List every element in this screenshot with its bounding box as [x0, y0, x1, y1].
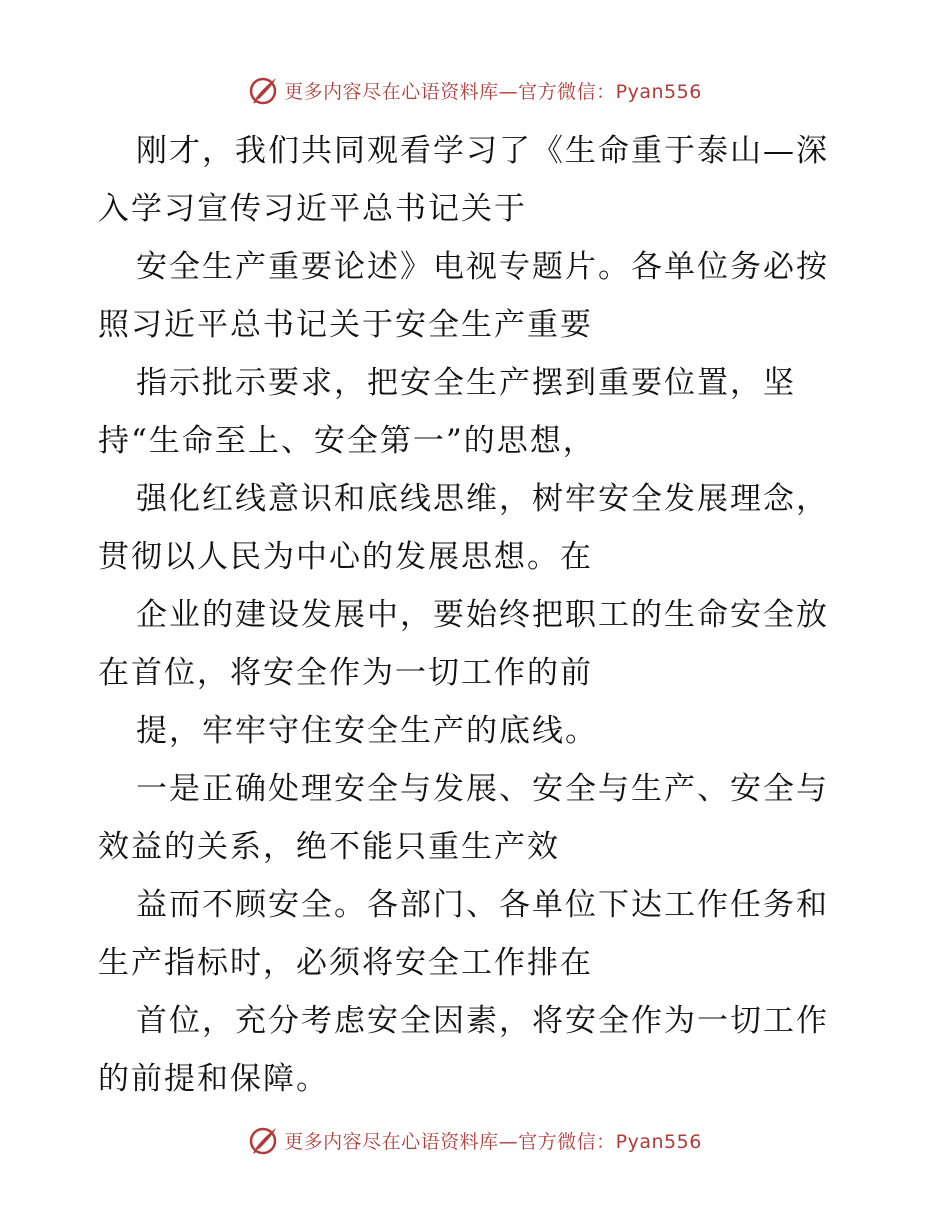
paragraph-2 [98, 238, 858, 354]
paragraph-1 [98, 122, 858, 238]
paragraph-7 [98, 760, 858, 876]
quill-pen-logo-icon [248, 74, 280, 106]
paragraph-line: 的前提和保障。 [98, 1061, 329, 1097]
paragraph-line: 一是正确处理安全与发展、安全与生产、安全与 [136, 771, 829, 807]
paragraph-line: 持“生命至上、安全第一”的思想， [98, 423, 596, 459]
paragraph-line: 在首位，将安全作为一切工作的前 [98, 655, 593, 691]
paragraph-line: 提，牢牢守住安全生产的底线。 [136, 713, 598, 749]
footer-banner [0, 1120, 950, 1160]
paragraph-line: 安全生产重要论述》电视专题片。各单位务必按 [136, 249, 829, 285]
paragraph-line: 贯彻以人民为中心的发展思想。在 [98, 539, 593, 575]
paragraph-line: 企业的建设发展中，要始终把职工的生命安全放 [136, 597, 829, 633]
paragraph-line: 刚才，我们共同观看学习了《生命重于泰山—深 [136, 133, 829, 169]
document-body [98, 122, 858, 1108]
paragraph-line: 强化红线意识和底线思维，树牢安全发展理念， [136, 481, 829, 517]
paragraph-4 [98, 470, 858, 586]
paragraph-3 [98, 354, 858, 470]
paragraph-line: 指示批示要求，把安全生产摆到重要位置，坚 [136, 365, 796, 401]
paragraph-9 [98, 992, 858, 1108]
paragraph-line: 生产指标时，必须将安全工作排在 [98, 945, 593, 981]
paragraph-line: 益而不顾安全。各部门、各单位下达工作任务和 [136, 887, 829, 923]
paragraph-line: 入学习宣传习近平总书记关于 [98, 191, 527, 227]
header-banner-text: 更多内容尽在心语资料库—官方微信：Pyan556 [284, 80, 702, 103]
quill-pen-logo-icon [248, 1124, 280, 1156]
paragraph-6 [98, 702, 858, 760]
header-banner [0, 70, 950, 110]
paragraph-8 [98, 876, 858, 992]
footer-banner-text: 更多内容尽在心语资料库—官方微信：Pyan556 [284, 1130, 702, 1153]
paragraph-line: 效益的关系，绝不能只重生产效 [98, 829, 560, 865]
paragraph-line: 首位，充分考虑安全因素，将安全作为一切工作 [136, 1003, 829, 1039]
paragraph-line: 照习近平总书记关于安全生产重要 [98, 307, 593, 343]
paragraph-5 [98, 586, 858, 702]
